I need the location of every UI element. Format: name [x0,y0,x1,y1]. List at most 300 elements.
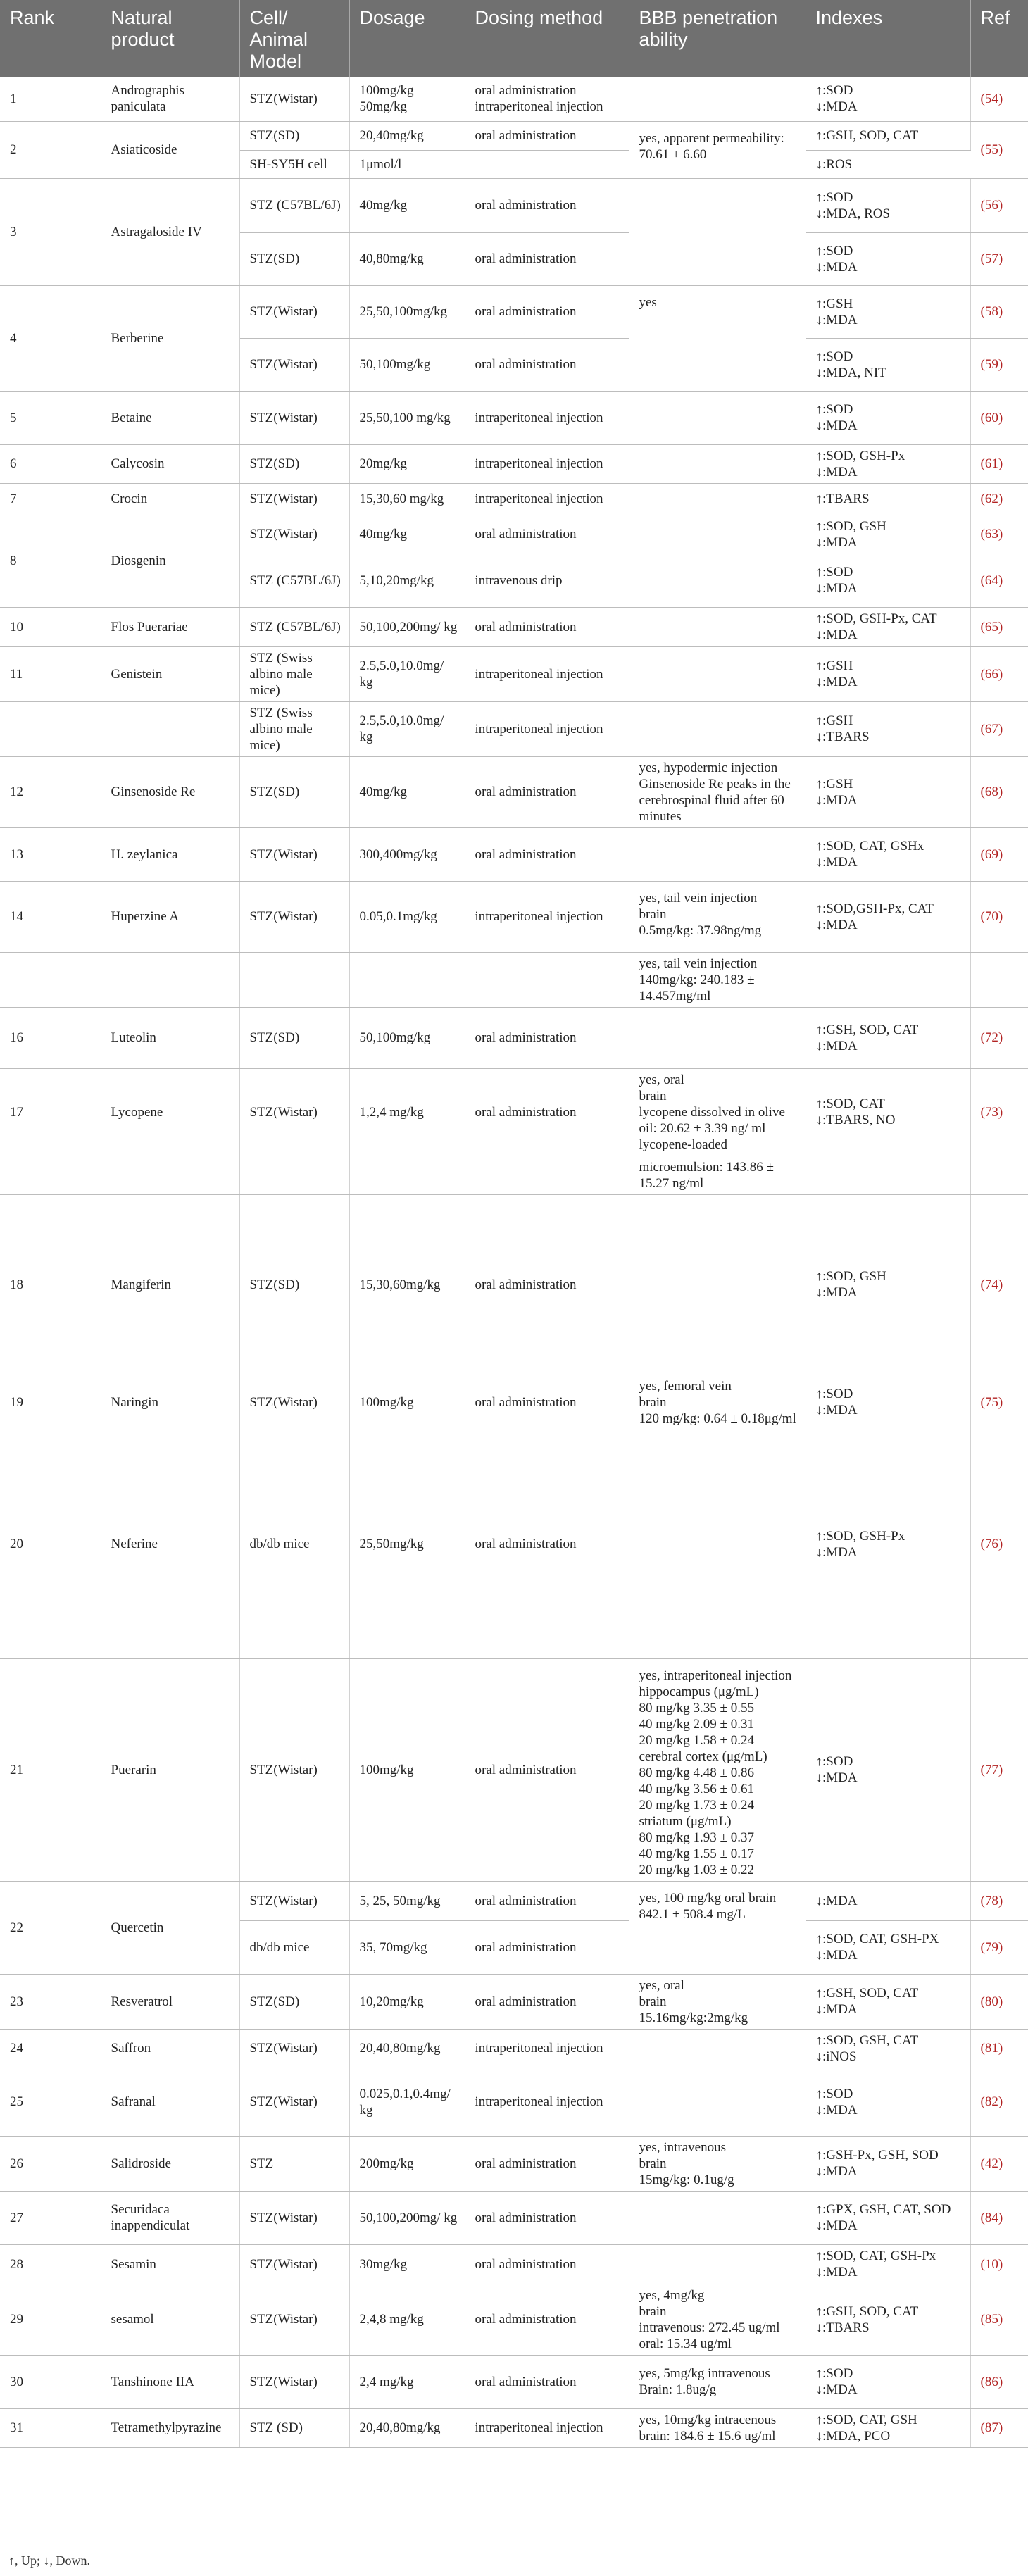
model-cell: STZ(Wistar) [239,285,349,338]
dosage-cell: 2,4 mg/kg [349,2355,465,2408]
indexes-cell: ↑:SOD ↓:MDA [806,554,970,607]
indexes-cell [806,1156,970,1194]
table-row [0,827,1028,881]
model-cell: STZ(SD) [239,1194,349,1375]
header-indexes: Indexes [806,0,970,77]
product-cell: Securidaca inappendiculat [101,2191,239,2244]
model-cell: STZ (C57BL/6J) [239,178,349,232]
product-cell: Salidroside [101,2136,239,2191]
product-cell: Tanshinone IIA [101,2355,239,2408]
bbb-cell: yes, hypodermic injection Ginsenoside Re peaks in the cerebrospinal fluid after 60 minutes [629,756,806,827]
dosage-cell: 5, 25, 50mg/kg [349,1881,465,1920]
bbb-cell [629,515,806,607]
rank-cell: 27 [0,2191,101,2244]
table-row [0,391,1028,444]
indexes-cell: ↑:SOD, GSH ↓:MDA [806,1194,970,1375]
indexes-cell: ↑:GSH ↓:MDA [806,756,970,827]
table-row [0,1375,1028,1430]
ref-link[interactable]: (74) [970,1194,1028,1375]
header-ref: Ref [970,0,1028,77]
rank-cell: 14 [0,881,101,952]
ref-link[interactable]: (87) [970,2408,1028,2447]
table-row [0,77,1028,121]
dosage-cell: 30mg/kg [349,2244,465,2284]
product-cell: Lycopene [101,1068,239,1156]
dosage-cell: 40,80mg/kg [349,232,465,285]
dosage-cell: 15,30,60 mg/kg [349,483,465,515]
rank-cell: 24 [0,2029,101,2068]
indexes-cell: ↑:SOD ↓:MDA [806,1375,970,1430]
product-cell [101,1156,239,1194]
model-cell: STZ(SD) [239,1007,349,1068]
method-cell: oral administration [465,121,629,150]
indexes-cell: ↑:GSH-Px, GSH, SOD ↓:MDA [806,2136,970,2191]
indexes-cell: ↑:SOD, CAT ↓:TBARS, NO [806,1068,970,1156]
product-cell: Asiaticoside [101,121,239,178]
method-cell: oral administration [465,1881,629,1920]
method-cell: intraperitoneal injection [465,881,629,952]
table-row [0,2284,1028,2355]
method-cell: oral administration [465,178,629,232]
method-cell: oral administration [465,1430,629,1658]
product-cell: Puerarin [101,1658,239,1881]
table-row [0,2068,1028,2136]
model-cell: STZ(Wistar) [239,2355,349,2408]
dosage-cell: 40mg/kg [349,515,465,554]
rank-cell: 4 [0,285,101,391]
table-row [0,1007,1028,1068]
bbb-cell [629,646,806,701]
indexes-cell: ↑:SOD,GSH-Px, CAT ↓:MDA [806,881,970,952]
indexes-cell: ↑:GSH ↓:TBARS [806,701,970,756]
dosage-cell: 200mg/kg [349,2136,465,2191]
model-cell [239,2068,349,2136]
bbb-cell: yes, femoral vein brain 120 mg/kg: 0.64 ± 0.18μg/ml [629,1375,806,1430]
model-cell: STZ(Wistar) [239,1658,349,1881]
rank-cell: 7 [0,483,101,515]
dosage-cell: 10,20mg/kg [349,1974,465,2029]
rank-cell: 31 [0,2408,101,2447]
table-row [0,515,1028,554]
bbb-cell [629,178,806,285]
rank-cell: 25 [0,2068,101,2136]
method-cell [465,150,629,178]
method-cell: oral administration [465,2136,629,2191]
indexes-cell: ↑:SOD, CAT, GSH-PX ↓:MDA [806,1920,970,1974]
method-cell: oral administration [465,2191,629,2244]
rank-cell: 20 [0,1430,101,1658]
model-cell: STZ(Wistar) [239,1068,349,1156]
rank-cell: 2 [0,121,101,178]
table-row [0,121,1028,150]
indexes-cell: ↑:SOD ↓:MDA [806,2068,970,2136]
dosage-cell: 25,50,100mg/kg [349,285,465,338]
ref-link[interactable]: (55) [970,121,1028,178]
ref-link[interactable]: (64) [970,554,1028,607]
header-row [0,0,1028,77]
ref-link [970,952,1028,1007]
model-cell: STZ(Wistar) [239,77,349,121]
bbb-cell: yes, intraperitoneal injection hippocampus (μg/mL) 80 mg/kg 3.35 ± 0.55 40 mg/kg 2.09 ± 0.31 20 mg/kg 1.58 ± 0.24 cerebral cortex (μg/mL) 80 mg/kg 4.48 ± 0.86 40 mg/kg 3.56 ± 0.61 20 mg/kg 1.73 ± 0.24 striatum (μg/mL) 80 mg/kg 1.93 ± 0.37 40 mg/kg 1.55 ± 0.17 20 mg/kg 1.03 ± 0.22 [629,1658,806,1881]
header-dosage: Dosage [349,0,465,77]
ref-link[interactable]: (84) [970,2191,1028,2244]
rank-cell: 10 [0,607,101,646]
product-cell: Crocin [101,483,239,515]
bbb-cell: yes, 4mg/kg brain intravenous: 272.45 ug/ml oral: 15.34 ug/ml [629,2284,806,2355]
dosage-cell: 0.025,0.1,0.4mg/ kg [349,2068,465,2136]
ref-link[interactable]: (67) [970,701,1028,756]
ref-link[interactable]: (82) [970,2068,1028,2136]
model-cell: STZ(Wistar) [239,515,349,554]
bbb-cell: yes, apparent permeability: 70.61 ± 6.60 [629,121,806,178]
method-cell: oral administration [465,1920,629,1974]
indexes-cell: ↑:SOD ↓:MDA, ROS [806,178,970,232]
dosage-cell: 50,100,200mg/ kg [349,607,465,646]
model-cell: STZ (SD) [239,2408,349,2447]
dosage-cell: 1μmol/l [349,150,465,178]
rank-cell [0,701,101,756]
indexes-cell: ↑:SOD, GSH, CAT ↓:iNOS [806,2029,970,2068]
table-row [0,2029,1028,2068]
ref-link[interactable]: (10) [970,2244,1028,2284]
indexes-cell: ↑:SOD ↓:MDA, NIT [806,338,970,391]
rank-cell: 6 [0,444,101,483]
ref-link[interactable]: (75) [970,1375,1028,1430]
ref-link[interactable]: (60) [970,391,1028,444]
product-cell: Safranal [101,2068,239,2136]
dosage-cell: 2,4,8 mg/kg [349,2284,465,2355]
dosage-cell: 20,40,80mg/kg [349,2408,465,2447]
model-cell: STZ(Wistar) [239,827,349,881]
ref-link[interactable]: (61) [970,444,1028,483]
footnote: ↑, Up; ↓, Down. [8,2553,90,2568]
ref-link[interactable]: (81) [970,2029,1028,2068]
product-cell: Huperzine A [101,881,239,952]
dosage-cell: 40mg/kg [349,178,465,232]
product-cell: H. zeylanica [101,827,239,881]
model-cell: STZ(Wistar) [239,1881,349,1920]
method-cell [465,952,629,1007]
rank-cell: 21 [0,1658,101,1881]
ref-link[interactable]: (86) [970,2355,1028,2408]
bbb-cell: yes, oral brain 15.16mg/kg:2mg/kg [629,1974,806,2029]
ref-link[interactable]: (72) [970,1007,1028,1068]
indexes-cell: ↑:GSH, SOD, CAT ↓:MDA [806,1007,970,1068]
model-cell: STZ(SD) [239,444,349,483]
dosage-cell: 25,50mg/kg [349,1430,465,1658]
dosage-cell: 2.5,5.0,10.0mg/ kg [349,646,465,701]
ref-link[interactable]: (69) [970,827,1028,881]
bbb-cell: yes [629,285,806,391]
method-cell: oral administration [465,607,629,646]
header-natural-product: Natural product [101,0,239,77]
method-cell: oral administration [465,2244,629,2284]
table-row [0,1194,1028,1375]
bbb-cell: yes, tail vein injection brain 0.5mg/kg: 37.98ng/mg [629,881,806,952]
ref-link[interactable]: (79) [970,1920,1028,1974]
table-row [0,2408,1028,2447]
bbb-cell [629,77,806,121]
method-cell: oral administration [465,2284,629,2355]
rank-cell: 19 [0,1375,101,1430]
product-cell: Quercetin [101,1881,239,1974]
dosage-cell: 20,40,80mg/kg [349,2029,465,2068]
rank-cell: 30 [0,2355,101,2408]
model-cell: STZ (Swiss albino male mice) [239,646,349,701]
product-cell: Luteolin [101,1007,239,1068]
ref-link[interactable]: (63) [970,515,1028,554]
ref-link[interactable]: (85) [970,2284,1028,2355]
bbb-cell [629,391,806,444]
model-cell: STZ (C57BL/6J) [239,554,349,607]
dosage-cell: 300,400mg/kg [349,827,465,881]
ref-link[interactable]: (68) [970,756,1028,827]
dosage-cell: 5,10,20mg/kg [349,554,465,607]
method-cell: oral administration [465,827,629,881]
dosage-cell: 100mg/kg 50mg/kg [349,77,465,121]
indexes-cell: ↑:SOD ↓:MDA [806,232,970,285]
bbb-cell [629,2068,806,2136]
method-cell: oral administration [465,1068,629,1156]
method-cell: intraperitoneal injection [465,483,629,515]
product-cell: Andrographis paniculata [101,77,239,121]
ref-link[interactable]: (56) [970,178,1028,232]
product-cell: Tetramethylpyrazine [101,2408,239,2447]
method-cell: oral administration [465,285,629,338]
indexes-cell: ↑:SOD, CAT, GSHx ↓:MDA [806,827,970,881]
product-cell: Sesamin [101,2244,239,2284]
ref-link[interactable]: (42) [970,2136,1028,2191]
indexes-cell: ↑:SOD, GSH-Px, CAT ↓:MDA [806,607,970,646]
method-cell: intraperitoneal injection [465,2408,629,2447]
ref-link[interactable]: (78) [970,1881,1028,1920]
indexes-cell: ↑:GPX, GSH, CAT, SOD ↓:MDA [806,2191,970,2244]
ref-link[interactable]: (70) [970,881,1028,952]
product-cell: Calycosin [101,444,239,483]
rank-cell: 16 [0,1007,101,1068]
header-rank: Rank [0,0,101,77]
ref-link[interactable]: (73) [970,1068,1028,1156]
table-row [0,178,1028,232]
header-bbb: BBB penetration ability [629,0,806,77]
indexes-cell: ↑:SOD, GSH-Px ↓:MDA [806,444,970,483]
dosage-cell: 25,50,100 mg/kg [349,391,465,444]
rank-cell: 29 [0,2284,101,2355]
dosage-cell: 50,100mg/kg [349,338,465,391]
indexes-cell: ↑:TBARS [806,483,970,515]
table-row [0,952,1028,1007]
ref-link[interactable]: (58) [970,285,1028,338]
dosage-cell: 15,30,60mg/kg [349,1194,465,1375]
ref-link[interactable]: (65) [970,607,1028,646]
dosage-cell: 20mg/kg [349,444,465,483]
table-row [0,483,1028,515]
ref-link[interactable]: (77) [970,1658,1028,1881]
header-model: Cell/ Animal Model [239,0,349,77]
ref-link[interactable]: (76) [970,1430,1028,1658]
model-cell: STZ(SD) [239,121,349,150]
bbb-cell [629,483,806,515]
rank-cell: 5 [0,391,101,444]
rank-cell: 1 [0,77,101,121]
ref-link[interactable] [970,1156,1028,1194]
product-cell [101,701,239,756]
dosage-cell: 100mg/kg [349,1375,465,1430]
model-cell: STZ (C57BL/6J) [239,607,349,646]
dosage-cell: 1,2,4 mg/kg [349,1068,465,1156]
dosage-cell [349,952,465,1007]
rank-cell: 23 [0,1974,101,2029]
ref-link[interactable]: (57) [970,232,1028,285]
rank-cell: 3 [0,178,101,285]
model-cell [239,1156,349,1194]
method-cell: oral administration [465,2355,629,2408]
dosage-cell: 20,40mg/kg [349,121,465,150]
method-cell [465,1156,629,1194]
rank-cell: 28 [0,2244,101,2284]
ref-link[interactable]: (54) [970,77,1028,121]
bbb-cell [629,1007,806,1068]
bbb-cell [629,607,806,646]
product-cell: Ginsenoside Re [101,756,239,827]
product-cell: Naringin [101,1375,239,1430]
product-cell: Flos Puerariae [101,607,239,646]
dosage-cell: 40mg/kg [349,756,465,827]
bbb-cell: yes, oral brain lycopene dissolved in olive oil: 20.62 ± 3.39 ng/ ml lycopene-loaded [629,1068,806,1156]
table-header [0,0,1028,77]
indexes-cell: ↑:GSH, SOD, CAT ↓:TBARS [806,2284,970,2355]
method-cell: oral administration [465,338,629,391]
indexes-cell: ↑:GSH, SOD, CAT ↓:MDA [806,1974,970,2029]
table-row [0,607,1028,646]
bbb-cell: yes, 100 mg/kg oral brain 842.1 ± 508.4 mg/L [629,1881,806,1974]
rank-cell [0,1156,101,1194]
table-row [0,444,1028,483]
table-row [0,646,1028,701]
method-cell: oral administration [465,1375,629,1430]
table-row [0,1658,1028,1881]
bbb-cell: yes, 5mg/kg intravenous Brain: 1.8ug/g [629,2355,806,2408]
method-cell: oral administration [465,1194,629,1375]
dosage-cell: 50,100,200mg/ kg [349,2191,465,2244]
model-cell: STZ (Swiss albino male mice) [239,701,349,756]
dosage-cell [349,1156,465,1194]
indexes-cell: ↑:SOD ↓:MDA [806,77,970,121]
model-cell: STZ(SD) [239,232,349,285]
rank-cell [0,952,101,1007]
model-cell: STZ(Wistar) [239,391,349,444]
model-cell: STZ(Wistar) [239,483,349,515]
model-cell: STZ(SD) [239,756,349,827]
method-cell: intraperitoneal injection [465,444,629,483]
model-cell: STZ(Wistar) [239,2029,349,2068]
bbb-cell [629,444,806,483]
rank-cell: 8 [0,515,101,607]
rank-cell: 18 [0,1194,101,1375]
method-cell: oral administration [465,515,629,554]
rank-cell: 22 [0,1881,101,1974]
dosage-cell: 35, 70mg/kg [349,1920,465,1974]
indexes-cell: ↑:GSH, SOD, CAT [806,121,970,150]
rank-cell: 26 [0,2136,101,2191]
method-cell: oral administration intraperitoneal injection [465,77,629,121]
ref-link[interactable]: (62) [970,483,1028,515]
rank-cell: 11 [0,646,101,701]
table-row [0,881,1028,952]
model-cell: STZ(Wistar) [239,881,349,952]
rank-cell: 13 [0,827,101,881]
indexes-cell: ↑:SOD, CAT, GSH ↓:MDA, PCO [806,2408,970,2447]
product-cell: Saffron [101,2029,239,2068]
indexes-cell: ↓:ROS [806,150,970,178]
bbb-cell: yes, tail vein injection 140mg/kg: 240.183 ± 14.457mg/ml [629,952,806,1007]
product-cell: Genistein [101,646,239,701]
model-cell: db/db mice [239,1920,349,1974]
product-cell: Berberine [101,285,239,391]
model-cell: db/db mice [239,1430,349,1658]
table-body [0,77,1028,2447]
bbb-cell [629,1194,806,1375]
product-cell: Mangiferin [101,1194,239,1375]
model-cell: STZ(SD) [239,1974,349,2029]
table-row [0,1068,1028,1156]
method-cell: intraperitoneal injection [465,2029,629,2068]
product-cell: sesamol [101,2284,239,2355]
bbb-cell: yes, 10mg/kg intracenous brain: 184.6 ± 15.6 ug/ml [629,2408,806,2447]
method-cell: intravenous drip [465,554,629,607]
ref-link[interactable]: (66) [970,646,1028,701]
method-cell: oral administration [465,1007,629,1068]
indexes-cell: ↑:GSH ↓:MDA [806,285,970,338]
product-cell: Neferine [101,1430,239,1658]
indexes-cell: ↑:SOD, GSH ↓:MDA [806,515,970,554]
method-cell: intraperitoneal injection [465,646,629,701]
table-row [0,1974,1028,2029]
method-cell: oral administration [465,232,629,285]
table-row [0,756,1028,827]
rank-cell: 12 [0,756,101,827]
indexes-cell [806,952,970,1007]
indexes-cell: ↑:SOD, CAT, GSH-Px ↓:MDA [806,2244,970,2284]
indexes-cell: ↑:GSH ↓:MDA [806,646,970,701]
header-dosing-method: Dosing method [465,0,629,77]
dosage-cell: 100mg/kg [349,1658,465,1881]
model-cell: STZ(Wistar) [239,2191,349,2244]
table-row [0,1430,1028,1658]
bbb-cell [629,2029,806,2068]
indexes-cell: ↑:SOD, GSH-Px ↓:MDA [806,1430,970,1658]
method-cell: intraperitoneal injection [465,2068,629,2136]
table-row [0,1881,1028,1920]
model-cell: STZ(Wistar) [239,2284,349,2355]
product-cell: Diosgenin [101,515,239,607]
bbb-cell [629,1430,806,1658]
bbb-cell [629,827,806,881]
model-cell: STZ [239,2136,349,2191]
model-cell [239,952,349,1007]
table-row [0,285,1028,338]
method-cell: oral administration [465,756,629,827]
dosage-cell: 2.5,5.0,10.0mg/ kg [349,701,465,756]
ref-link[interactable]: (59) [970,338,1028,391]
ref-link[interactable]: (80) [970,1974,1028,2029]
table-row [0,2191,1028,2244]
bbb-cell: microemulsion: 143.86 ± 15.27 ng/ml [629,1156,806,1194]
method-cell: oral administration [465,1974,629,2029]
indexes-cell: ↑:SOD ↓:MDA [806,2355,970,2408]
model-text: STZ(Wistar) [249,2094,318,2109]
model-cell: STZ(Wistar) [239,338,349,391]
